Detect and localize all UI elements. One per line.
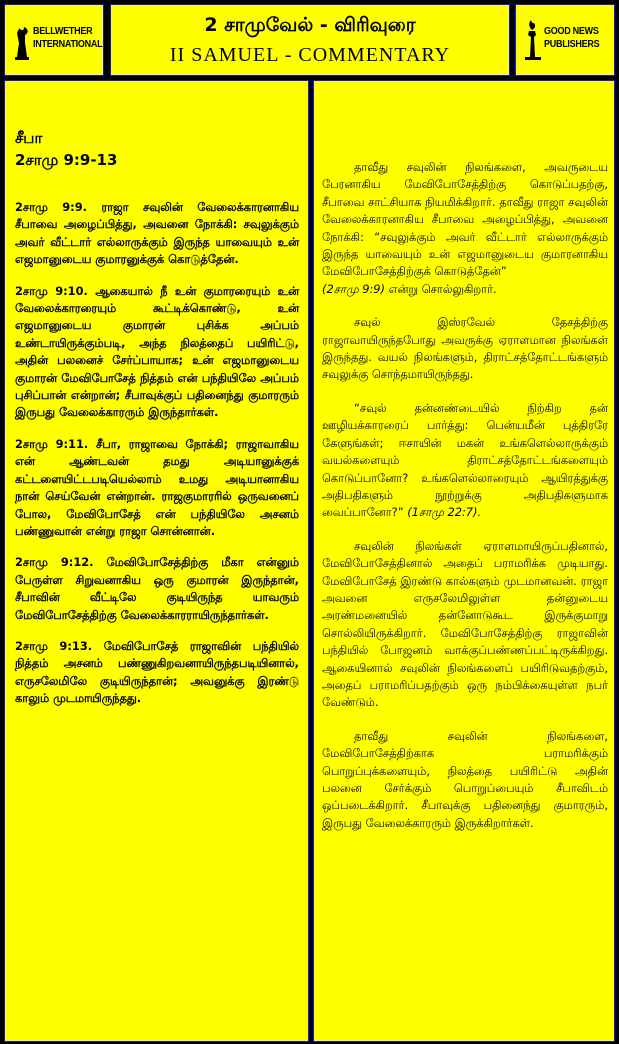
commentary-column <box>313 80 615 1042</box>
commentary-paragraph-4: சவுலின் நிலங்கள் ஏராளமாயிருப்பதினால், மேவிபோசேத்தினால் அதைப் பராமரிக்க முடியாது. மேவிபோசேத் இரண்டு கால்களும் முடமானவன். ராஜா அவனை எருசலேமிலுள்ள தன்னுடைய அரண்மனையில் தன்னோடுகூட இருக்குமாறு சொல்லியிருக்கிறார். மேவிபோசேத்திற்கு ராஜாவின் பந்தியில் போஜனம் வாக்குப்பண்ணப்பட்டிருக்கிறது. ஆகையினால் சவுலின் நிலங்களைப் பயிரிடுவதற்கும், அதைப் பராமரிப்பதற்கும் ஒரு நம்பிக்கையுள்ள நபர் வேண்டும். <box>322 538 608 710</box>
verse-9-13: 2சாமு 9:13. மேவிபோசேத் ராஜாவின் பந்தியில் நித்தம் அசனம் பண்ணுகிறவனாயிருந்தபடியினால், எருசலேமிலே குடியிருந்தான்; அவனுக்கு இரண்டு காலும் முடமாயிருந்தது. <box>15 638 299 706</box>
verse-9-9: 2சாமு 9:9. ராஜா சவுலின் வேலைக்காரனாகிய சீபாவை அழைப்பித்து, அவனை நோக்கி: சவுலுக்கும் அவர் வீட்டார் எல்லாருக்கும் இருந்த யாவையும் உன் எஜமானுடைய குமாரனுக்குக் கொடுத்தேன். <box>15 200 299 267</box>
commentary-p1-text: தாவீது சவுலின் நிலங்களை, அவருடைய பேரனாகிய மேவிபோசேத்திற்கு கொடுப்பதற்கு, சீபாவை சாட்சியாக நியமிக்கிறார். தாவீது ராஜா சவுலின் வேலைக்காரனாகிய சீபாவை அழைப்பித்து, அவனை நோக்கி: “சவுலுக்கும் அவர் வீட்டார் எல்லாருக்கும் இருந்த யாவையும் உன் எஜமானுடைய குமாரனாகிய மேவிபோசேத்திற்குக் கொடுத்தேன்” <box>322 160 608 279</box>
logo-left-line2: INTERNATIONAL <box>33 39 103 50</box>
commentary-paragraph-3 <box>322 400 608 522</box>
logo-left-panel <box>4 4 104 76</box>
logo-right-line1: GOOD NEWS <box>544 26 599 37</box>
section-reference: 2சாமு 9:9-13 <box>15 151 118 169</box>
bell-ram-icon <box>11 19 31 61</box>
verse-9-11: 2சாமு 9:11. சீபா, ராஜாவை நோக்கி; ராஜாவாகிய என் ஆண்டவன் தமது அடியானுக்குக் கட்டளையிட்டபடியெல்லாம் உமது அடியானாகிய நான் செய்வேன் என்றான். ராஜகுமாரரில் ஒருவனைப் போல, மேவிபோசேத் என் பந்தியிலே அசனம் பண்ணுவான் என்று ராஜா சொன்னான். <box>15 436 299 538</box>
commentary-p1-tail: என்று சொல்லுகிறார். <box>385 281 497 296</box>
logo-left-line1: BELLWETHER <box>33 26 93 37</box>
commentary-paragraph-5: தாவீது சவுலின் நிலங்களை, மேவிபோசேத்திற்காக பராமரிக்கும் பொறுப்புக்களையும், நிலத்தை பயிரிட்டு அதின் பலனை சேர்க்கும் பொறுப்பையும் சீபாவிடம் ஒப்படைக்கிறார். சீபாவுக்கு பதினைந்து குமாரரும், இருபது வேலைக்காரரும் இருக்கிறார்கள். <box>322 728 608 830</box>
commentary-paragraph-2: சவுல் இஸ்ரவேல் தேசத்திற்கு ராஜாவாயிருந்தபோது அவருக்கு ஏராளமான நிலங்கள் இருந்தது. வயல் நிலங்களும், திராட்சத்தோட்டங்களும் சவுலுக்கு சொந்தமாயிருந்தது. <box>322 315 608 382</box>
commentary-p3-ref: (1சாமு 22:7). <box>403 505 482 520</box>
header-title-tamil: 2 சாமுவேல் - விரிவுரை <box>204 14 416 36</box>
good-news-logo <box>522 17 610 65</box>
verse-9-10: 2சாமு 9:10. ஆகையால் நீ உன் குமாரரையும் உன் வேலைக்காரரையும் கூட்டிக்கொண்டு, உன் எஜமானுடைய குமாரன் புசிக்க அப்பம் உண்டாயிருக்கும்படி, அந்த நிலத்தைப் பயிரிட்டு, அதின் பலனைச் சேர்ப்பாயாக; உன் எஜமானுடைய குமாரன் மேவிபோசேத் நித்தம் என் பந்தியிலே அப்பம் புசிப்பான் என்றான்; சீபாவுக்குப் பதினைந்து குமாரரும் இருபது வேலைக்காரரும் இருந்தார்கள். <box>15 283 299 420</box>
commentary-p3-text: “சவுல் தன்னண்டையில் நிற்கிற தன் ஊழியக்காரரைப் பார்த்து: பென்யமீன் புத்திரரே கேளுங்கள்; ஈசாயின் மகன் உங்களெல்லாருக்கும் வயல்களையும் திராட்சத்தோட்டங்களையும் கொடுப்பானோ? உங்களெல்லாரையும் ஆயிரத்துக்கு அதிபதிகளும் நூற்றுக்கு அதிபதிகளுமாக வைப்பானோ?” <box>322 400 608 520</box>
logo-right-panel <box>515 4 615 76</box>
section-heading: சீபா <box>15 129 43 147</box>
logo-right-line2: PUBLISHERS <box>544 39 600 50</box>
commentary-p1-ref: (2சாமு 9:9) <box>322 281 385 296</box>
verse-9-12: 2சாமு 9:12. மேவிபோசேத்திற்கு மீகா என்னும் பேருள்ள சிறுவனாகிய ஒரு குமாரன் இருந்தான், சீபாவின் வீட்டிலே குடியிருந்த யாவரும் மேவிபோசேத்திற்கு வேலைக்காரராயிருந்தார்கள். <box>15 555 299 622</box>
torch-icon <box>522 19 542 61</box>
scripture-column <box>4 80 309 1042</box>
header-title-english: II SAMUEL - COMMENTARY <box>169 44 451 66</box>
bellwether-logo <box>11 17 103 65</box>
header-title-panel <box>110 4 510 76</box>
commentary-paragraph-1 <box>322 159 608 298</box>
